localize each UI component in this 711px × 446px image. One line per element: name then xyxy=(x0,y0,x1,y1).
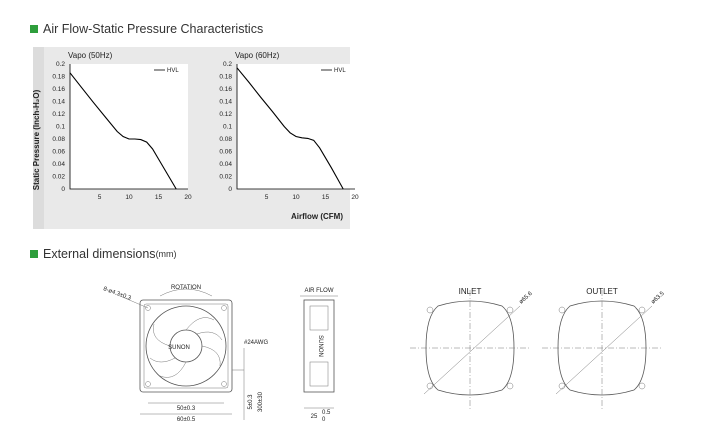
outlet-diameter-line xyxy=(556,306,652,394)
y-tick-label: 0 xyxy=(61,186,65,194)
x-tick-label: 5 xyxy=(264,194,269,201)
legend-entry: HVL xyxy=(334,68,346,74)
side-brand-label: SUNON xyxy=(317,335,323,357)
dim-60-label: 60±0.5 xyxy=(176,417,196,423)
section-title-text: Air Flow-Static Pressure Characteristics xyxy=(43,22,264,36)
inlet-label: INLET xyxy=(458,287,482,296)
x-tick-label: 15 xyxy=(154,194,163,201)
dim-50-label: 50±0.3 xyxy=(176,406,196,412)
y-tick-label: 0.06 xyxy=(219,148,232,156)
y-tick-label: 0.16 xyxy=(52,86,65,94)
fan-side-view xyxy=(300,288,338,423)
depth-tolerance: 0.5 xyxy=(322,410,331,416)
legend-entry: HVL xyxy=(167,68,179,74)
y-tick-label: 0.1 xyxy=(55,123,65,131)
depth-tolerance-lower: 0 xyxy=(322,417,326,423)
side-detail-bottom xyxy=(310,362,328,386)
y-tick-label: 0.18 xyxy=(52,73,65,81)
inlet-diameter-label: ø65.6 xyxy=(518,290,534,306)
y-tick-label: 0.12 xyxy=(219,111,232,119)
x-tick-label: 20 xyxy=(184,194,192,201)
y-tick-label: 0.14 xyxy=(52,98,65,106)
outlet-label: OUTLET xyxy=(586,287,618,296)
y-tick-label: 0.08 xyxy=(219,136,232,144)
lead-short-label: 5±0.3 xyxy=(248,394,254,410)
y-tick-label: 0.06 xyxy=(52,148,65,156)
y-tick-label: 0.04 xyxy=(52,161,65,169)
x-tick-label: 20 xyxy=(351,194,359,201)
outlet-view xyxy=(542,287,666,410)
y-tick-label: 0.16 xyxy=(219,86,232,94)
holes-leader xyxy=(120,296,148,308)
y-tick-label: 0.04 xyxy=(219,161,232,169)
mount-hole xyxy=(222,306,227,311)
brand-label: SUNON xyxy=(168,345,190,351)
y-tick-label: 0 xyxy=(228,186,232,194)
mount-hole xyxy=(146,382,151,387)
y-axis-label: Static Pressure (Inch-H₂O) xyxy=(32,89,41,191)
x-tick-label: 15 xyxy=(321,194,330,201)
x-tick-label: 10 xyxy=(125,194,133,201)
depth-label: 25 xyxy=(310,414,318,420)
lead-long-label: 300±30 xyxy=(258,392,264,412)
airflow-label: AIR FLOW xyxy=(304,288,334,294)
outlet-diameter-label: ø63.5 xyxy=(650,290,666,306)
wire-label: #24AWG xyxy=(244,340,269,346)
holes-label: 8-ø4.3±0.3 xyxy=(102,286,132,302)
y-tick-label: 0.08 xyxy=(52,136,65,144)
inlet-diameter-line xyxy=(424,306,520,394)
side-detail-top xyxy=(310,306,328,330)
y-tick-label: 0.02 xyxy=(52,173,65,181)
x-axis-label: Airflow (CFM) xyxy=(291,212,343,221)
inlet-view xyxy=(410,287,534,410)
y-tick-label: 0.18 xyxy=(219,73,232,81)
chart-title: Vapo (60Hz) xyxy=(235,51,280,60)
y-tick-label: 0.2 xyxy=(55,61,65,69)
mount-hole xyxy=(222,382,227,387)
y-tick-label: 0.12 xyxy=(52,111,65,119)
section-title-unit: (mm) xyxy=(155,249,177,259)
y-tick-label: 0.14 xyxy=(219,98,232,106)
y-tick-label: 0.1 xyxy=(222,123,232,131)
fan-front-view xyxy=(102,285,268,423)
y-tick-label: 0.2 xyxy=(222,61,232,69)
chart-title: Vapo (50Hz) xyxy=(68,51,113,60)
section-title-text: External dimensions xyxy=(43,247,156,261)
x-tick-label: 10 xyxy=(292,194,300,201)
x-tick-label: 5 xyxy=(97,194,102,201)
rotation-label: ROTATION xyxy=(170,285,202,291)
y-tick-label: 0.02 xyxy=(219,173,232,181)
